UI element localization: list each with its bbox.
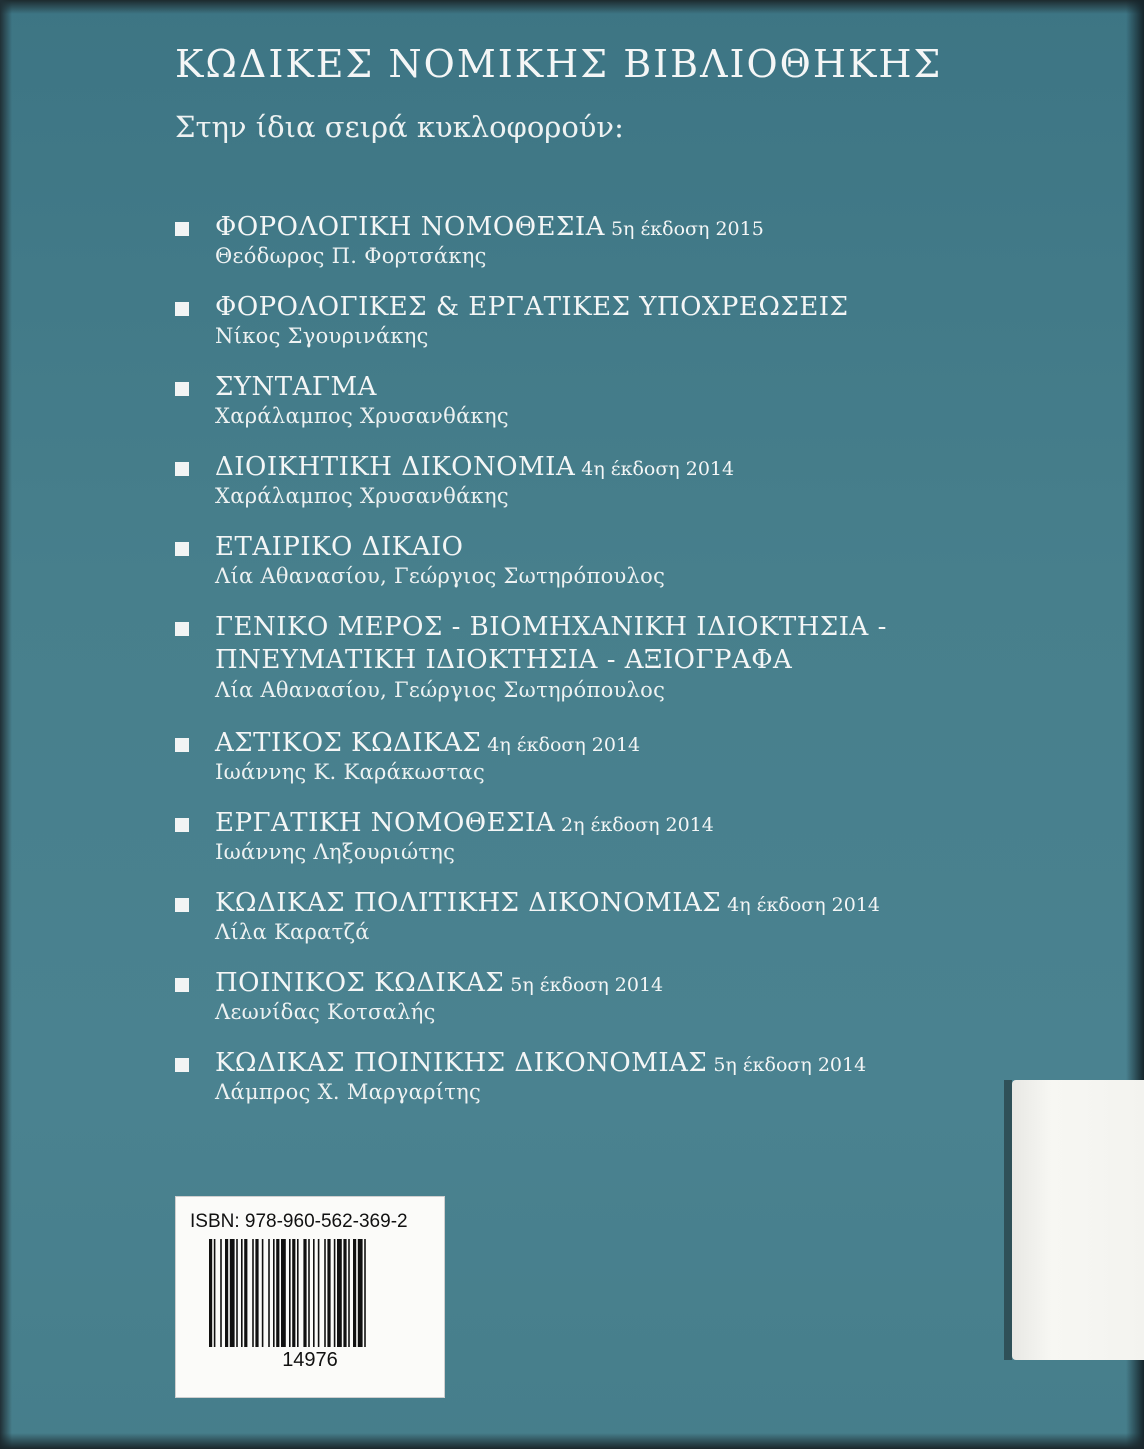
bullet-square-icon: [175, 978, 189, 992]
barcode-bar: [255, 1239, 258, 1347]
book-edition: 5η έκδοση 2015: [610, 218, 764, 240]
cover-edge-top: [0, 0, 1144, 14]
barcode-bar: [236, 1239, 238, 1347]
book-edition: 2η έκδοση 2014: [561, 814, 714, 836]
barcode-bar: [289, 1239, 291, 1347]
bullet-square-icon: [175, 1058, 189, 1072]
isbn-barcode-box: [175, 1196, 445, 1398]
barcode-bar: [327, 1239, 330, 1347]
book-title-text: ΓΕΝΙΚΟ ΜΕΡΟΣ - ΒΙΟΜΗΧΑΝΙΚΗ ΙΔΙΟΚΤΗΣΙΑ -: [215, 612, 887, 642]
bullet-square-icon: [175, 302, 189, 316]
book-title-text: ΦΟΡΟΛΟΓΙΚΕΣ & ΕΡΓΑΤΙΚΕΣ ΥΠΟΧΡΕΩΣΕΙΣ: [215, 292, 849, 322]
cover-edge-left: [0, 0, 12, 1449]
book-title-text: ΕΡΓΑΤΙΚΗ ΝΟΜΟΘΕΣΙΑ: [215, 808, 555, 838]
barcode-bar: [281, 1239, 286, 1347]
book-edition: 4η έκδοση 2014: [487, 734, 641, 756]
book-edition: 5η έκδοση 2014: [510, 974, 664, 996]
book-title-text: ΑΣΤΙΚΟΣ ΚΩΔΙΚΑΣ: [215, 728, 482, 758]
book-title-text: ΚΩΔΙΚΑΣ ΠΟΙΝΙΚΗΣ ΔΙΚΟΝΟΜΙΑΣ: [215, 1048, 708, 1078]
library-label-sticker: [1012, 1080, 1144, 1360]
book-title: [215, 968, 663, 998]
book-author: Λίλα Καρατζά: [215, 920, 370, 944]
book-title: [215, 292, 848, 322]
book-title-line-2: ΠΝΕΥΜΑΤΙΚΗ ΙΔΙΟΚΤΗΣΙΑ - ΑΞΙΟΓΡΑΦΑ: [215, 645, 793, 675]
barcode-bar: [313, 1239, 315, 1347]
book-title-text: ΠΟΙΝΙΚΟΣ ΚΩΔΙΚΑΣ: [215, 968, 505, 998]
book-title: [215, 808, 714, 838]
book-edition: 4η έκδοση 2014: [727, 894, 881, 916]
bullet-square-icon: [175, 542, 189, 556]
book-title-text: ΕΤΑΙΡΙΚΟ ΔΙΚΑΙΟ: [215, 532, 464, 562]
book-author: Χαράλαμπος Χρυσανθάκης: [215, 484, 509, 508]
barcode-bar: [230, 1239, 235, 1347]
barcode-bar: [241, 1239, 243, 1347]
book-author: Ιωάννης Κ. Καράκωστας: [215, 760, 486, 784]
book-title: [215, 1048, 866, 1078]
barcode-bar: [303, 1239, 306, 1347]
bullet-square-icon: [175, 898, 189, 912]
book-author: Ιωάννης Ληξουριώτης: [215, 840, 456, 864]
bullet-square-icon: [175, 738, 189, 752]
book-author: Νίκος Σγουρινάκης: [215, 324, 429, 348]
bullet-square-icon: [175, 818, 189, 832]
book-author: Λία Αθανασίου, Γεώργιος Σωτηρόπουλος: [215, 564, 666, 588]
isbn-text: ISBN: 978-960-562-369-2: [190, 1211, 408, 1232]
book-title-text: ΣΥΝΤΑΓΜΑ: [215, 372, 377, 402]
book-title: [215, 452, 734, 482]
book-author: Λεωνίδας Κοτσαλής: [215, 1000, 436, 1024]
book-title: [215, 532, 463, 562]
book-author: Θεόδωρος Π. Φορτσάκης: [215, 244, 487, 268]
book-title-text: ΦΟΡΟΛΟΓΙΚΗ ΝΟΜΟΘΕΣΙΑ: [215, 212, 605, 242]
barcode-bar: [268, 1239, 270, 1347]
cover-edge-bottom: [0, 1433, 1144, 1449]
book-title: [215, 372, 377, 402]
book-title-text: ΚΩΔΙΚΑΣ ΠΟΛΙΤΙΚΗΣ ΔΙΚΟΝΟΜΙΑΣ: [215, 888, 722, 918]
book-title: [215, 212, 764, 242]
series-title: ΚΩΔΙΚΕΣ ΝΟΜΙΚΗΣ ΒΙΒΛΙΟΘΗΚΗΣ: [175, 42, 943, 86]
barcode-bar: [273, 1239, 275, 1347]
library-label-shadow: [1004, 1080, 1012, 1360]
book-edition: 5η έκδοση 2014: [713, 1054, 867, 1076]
barcode-bar: [252, 1239, 254, 1347]
barcode-bar: [348, 1239, 350, 1347]
book-title: [215, 612, 887, 642]
book-edition: 4η έκδοση 2014: [581, 458, 735, 480]
barcode-bar: [262, 1239, 264, 1347]
barcode-bar: [337, 1239, 342, 1347]
barcode-bar: [225, 1239, 228, 1347]
barcode-bar: [364, 1239, 366, 1347]
barcode-bar: [334, 1239, 336, 1347]
bullet-square-icon: [175, 622, 189, 636]
book-title: [215, 728, 640, 758]
book-title: [215, 888, 880, 918]
series-subtitle: Στην ίδια σειρά κυκλοφορούν:: [175, 110, 624, 144]
barcode-bar: [244, 1239, 247, 1347]
barcode-bar: [209, 1239, 212, 1347]
barcode-bar: [297, 1239, 299, 1347]
book-author: Λάμπρος Χ. Μαργαρίτης: [215, 1080, 482, 1104]
barcode-bar: [220, 1239, 222, 1347]
book-title-text: ΔΙΟΙΚΗΤΙΚΗ ΔΙΚΟΝΟΜΙΑ: [215, 452, 576, 482]
barcode-bar: [276, 1239, 279, 1347]
barcode-bar: [214, 1239, 216, 1347]
bullet-square-icon: [175, 222, 189, 236]
barcode-bar: [308, 1239, 310, 1347]
barcode-bar: [318, 1239, 320, 1347]
barcode-bar: [324, 1239, 326, 1347]
barcode-bar: [292, 1239, 295, 1347]
bullet-square-icon: [175, 382, 189, 396]
barcode-bar: [358, 1239, 363, 1347]
barcode-number: 14976: [282, 1349, 338, 1371]
book-author: Χαράλαμπος Χρυσανθάκης: [215, 404, 509, 428]
barcode-bar: [353, 1239, 356, 1347]
book-author: Λία Αθανασίου, Γεώργιος Σωτηρόπουλος: [215, 678, 666, 702]
barcode-bar: [343, 1239, 346, 1347]
barcode-icon: [209, 1239, 413, 1347]
bullet-square-icon: [175, 462, 189, 476]
